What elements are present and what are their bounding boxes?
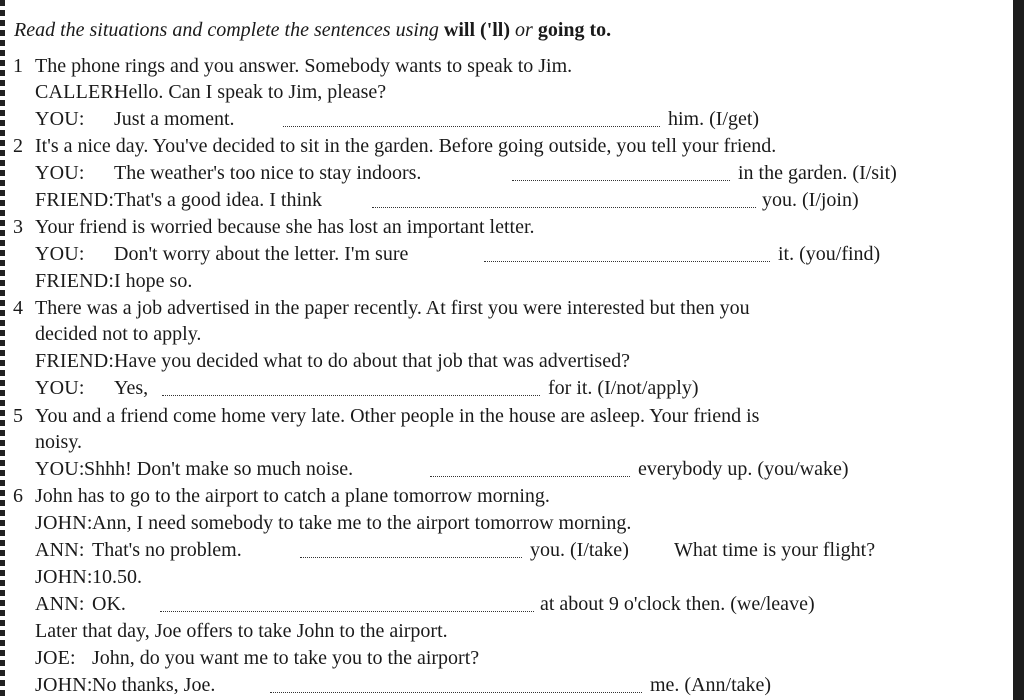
answer-blank[interactable] [160,596,534,612]
speaker-label: YOU: [35,162,85,184]
speaker-label: FRIEND: [35,189,115,211]
speaker-label: YOU: [35,377,85,399]
item-number: 1 [13,55,23,77]
answer-blank[interactable] [270,677,642,693]
item-number: 6 [13,485,23,507]
answer-blank[interactable] [372,192,756,208]
speaker-label: ANN: [35,593,85,615]
speaker-label: JOHN: [35,674,93,696]
exercise-page: Read the situations and complete the sentences using will ('ll) or going to. 1 The phone rings and you answer. Somebody wants to speak to Jim. CALLER: Hello. Can I speak to Jim, please? YOU: Just a moment. him. (I/get) 2 It's a nice day. You've decided to sit in the garden. Before going outside, you tell your friend. YOU: The weather's too nice to stay indoors. in the garden. (I/sit) FRIEND: That's a good idea. I think you. (I/join) 3 Your friend is worried because she has lost an important letter. YOU: Don't worry about the letter. I'm sure it. (you/find) FRIEND: I hope so. 4 There was a job advertised in the paper recently. At first you were interested but then you decided not to apply. FRIEND: Have you decided what to do about that job that was advertised? YOU: Yes, for it. (I/not/apply) 5 You and a friend come home very late. Other people in the house are asleep. Your friend is noisy. YOU: Shhh! Don't make so much noise. everybody up. (you/wake) 6 John has to go to the airport to catch a plane tomorrow morning. JOHN: Ann, I need somebody to take me to the airport tomorrow morning. ANN: That's no problem. you. (I/take) What time is your flight? JOHN: 10.50. ANN: OK. at about 9 o'clock then. (we/leave) Later that day, Joe offers to take John to the airport. JOE: John, do you want me to take you to the airport? JOHN: No thanks, Joe. me. (Ann/take) [13,19,897,696]
speaker-label: JOE: [35,647,76,669]
instruction: Read the situations and complete the sentences using will ('ll) or going to. [14,19,612,41]
speaker-label: FRIEND: [35,350,115,372]
speaker-label: YOU: [35,108,85,130]
item-number: 5 [13,405,23,427]
speaker-label: YOU: [35,243,85,265]
scan-right-edge [1013,0,1024,700]
answer-blank[interactable] [484,246,770,262]
answer-blank[interactable] [300,542,522,558]
speaker-label: ANN: [35,539,85,561]
speaker-label: FRIEND: [35,270,115,292]
answer-blank[interactable] [283,111,660,127]
speaker-label: JOHN: [35,512,93,534]
answer-blank[interactable] [162,380,540,396]
answer-blank[interactable] [430,461,630,477]
speaker-label: JOHN: [35,566,93,588]
item-number: 3 [13,216,23,238]
answer-blank[interactable] [512,165,730,181]
speaker-label: YOU: [35,458,85,480]
item-number: 2 [13,135,23,157]
speaker-label: CALLER: [35,81,120,103]
item-number: 4 [13,297,23,319]
